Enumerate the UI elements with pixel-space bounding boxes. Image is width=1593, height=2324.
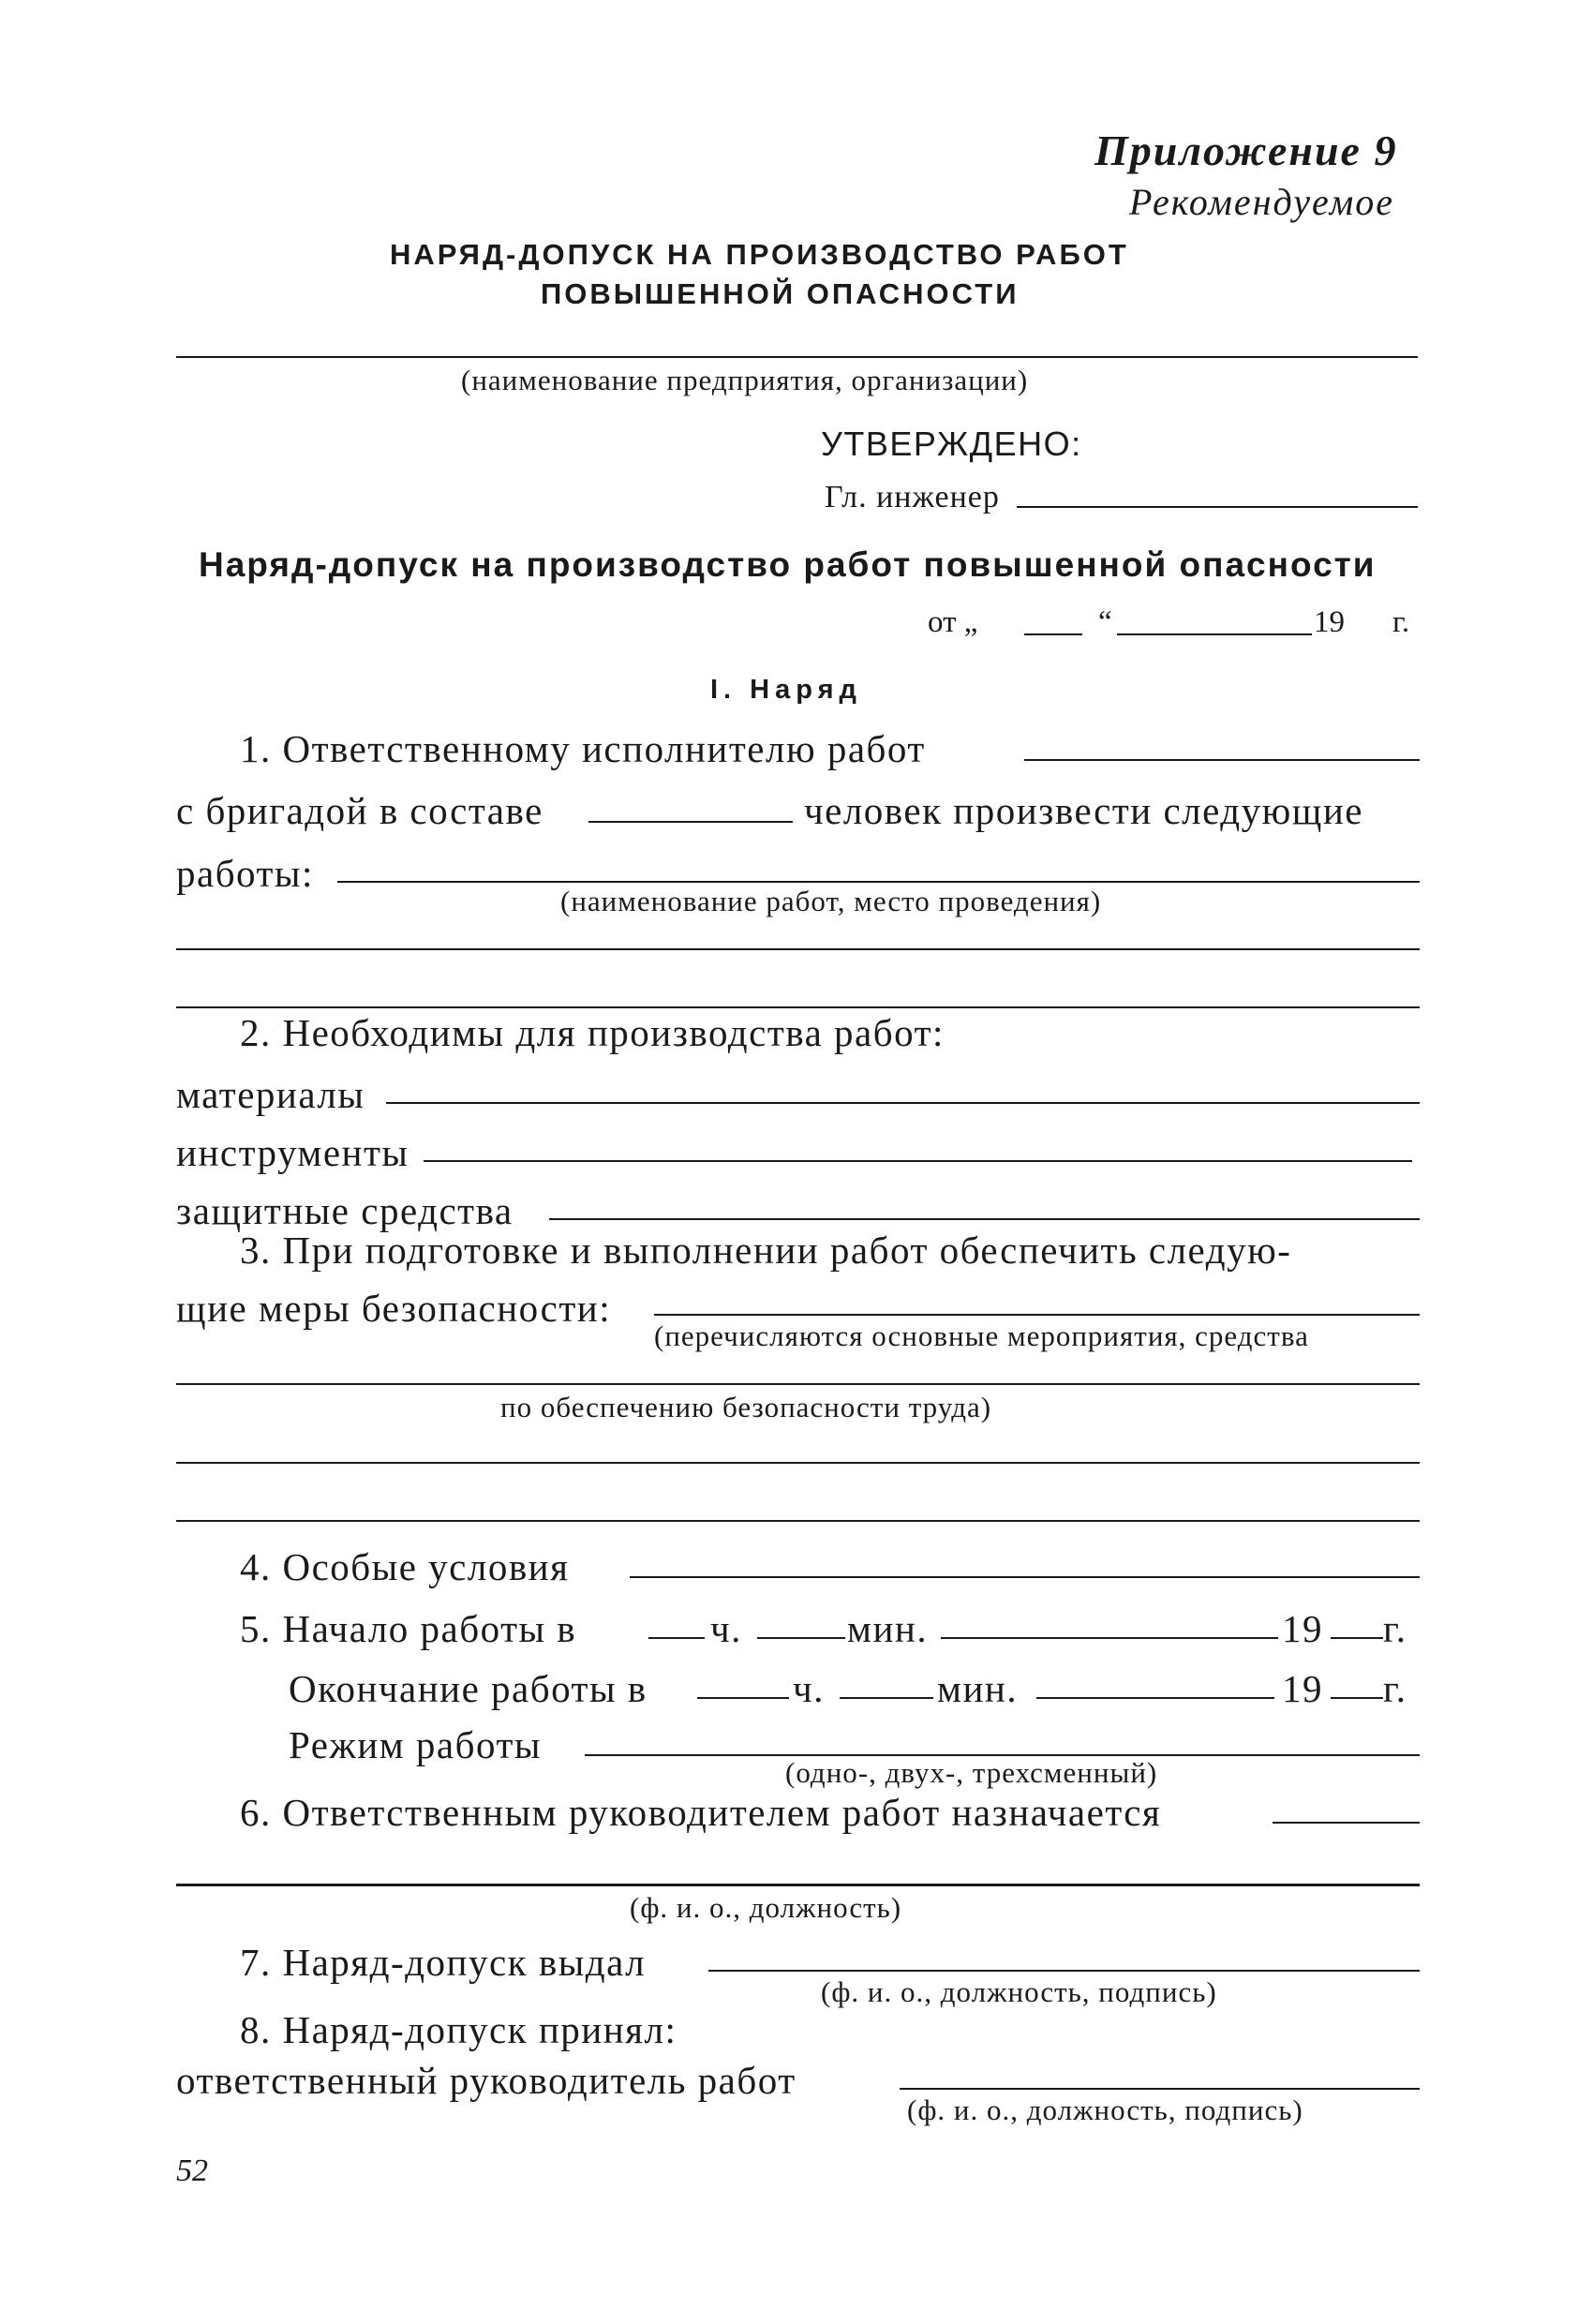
item2-materials-label: материалы bbox=[176, 1073, 365, 1116]
item5-end-label: Окончание работы в bbox=[289, 1667, 648, 1710]
item5-start-hour-line bbox=[648, 1637, 705, 1639]
date-year-label: 19 bbox=[1314, 605, 1345, 639]
item5-end-year-line bbox=[1331, 1697, 1383, 1699]
item1-works-line bbox=[337, 881, 1420, 883]
item2-title: 2. Необходимы для производства работ: bbox=[240, 1011, 945, 1054]
item5-start-min-label: мин. bbox=[847, 1607, 929, 1650]
item1-line2-b: человек произвести следующие bbox=[804, 789, 1364, 832]
item5-start-label: 5. Начало работы в bbox=[240, 1607, 577, 1650]
page-number: 52 bbox=[176, 2153, 208, 2188]
approved-label: УТВЕРЖДЕНО: bbox=[821, 425, 1082, 463]
item5-start-year-label: 19 bbox=[1282, 1607, 1323, 1650]
chief-engineer-label: Гл. инженер bbox=[825, 480, 1000, 514]
org-name-line bbox=[176, 356, 1418, 358]
item2-materials-line bbox=[386, 1102, 1420, 1104]
item8-title: 8. Наряд-допуск принял: bbox=[240, 2008, 677, 2051]
item5-start-min-line bbox=[757, 1637, 845, 1639]
item3-measures-line-2 bbox=[176, 1383, 1420, 1385]
item3-measures-line-4 bbox=[176, 1520, 1420, 1522]
item8-line bbox=[900, 2088, 1420, 2090]
recommended-label: Рекомендуемое bbox=[1129, 181, 1395, 223]
item1-works-line-3 bbox=[176, 1006, 1420, 1008]
item5-start-g-label: г. bbox=[1383, 1607, 1407, 1650]
item5-end-min-label: мин. bbox=[937, 1667, 1019, 1710]
item5-end-min-line bbox=[840, 1697, 933, 1699]
item1-crew-count-line bbox=[588, 821, 793, 823]
item2-protective-label: защитные средства bbox=[176, 1189, 514, 1232]
item6-caption: (ф. и. о., должность) bbox=[630, 1891, 902, 1924]
item7-label: 7. Наряд-допуск выдал bbox=[240, 1941, 647, 1984]
item6-line bbox=[1273, 1822, 1420, 1824]
item1-line1: 1. Ответственному исполнителю работ bbox=[240, 727, 926, 770]
item3-measures-line-3 bbox=[176, 1462, 1420, 1464]
item3-measures-line bbox=[654, 1314, 1420, 1316]
org-name-caption: (наименование предприятия, организации) bbox=[461, 364, 1029, 396]
item1-works-line-2 bbox=[176, 948, 1420, 950]
item7-line bbox=[708, 1970, 1420, 1972]
document-title-line1: НАРЯД-ДОПУСК НА ПРОИЗВОДСТВО РАБОТ bbox=[390, 238, 1129, 271]
item5-end-g-label: г. bbox=[1383, 1667, 1407, 1710]
chief-engineer-line bbox=[1017, 506, 1418, 508]
date-day-line bbox=[1024, 633, 1082, 635]
item5-mode-caption: (одно-, двух-, трехсменный) bbox=[785, 1756, 1158, 1789]
item8-caption: (ф. и. о., должность, подпись) bbox=[907, 2093, 1303, 2126]
item3-caption2: по обеспечению безопасности труда) bbox=[500, 1391, 992, 1423]
item5-mode-label: Режим работы bbox=[289, 1723, 542, 1766]
item2-protective-line bbox=[549, 1218, 1420, 1220]
item5-end-year-label: 19 bbox=[1282, 1667, 1323, 1710]
item2-tools-label: инструменты bbox=[176, 1131, 409, 1174]
item1-line3: работы: bbox=[176, 852, 314, 895]
form-title: Наряд-допуск на производство работ повышенной опасности bbox=[199, 545, 1377, 584]
item4-line bbox=[630, 1576, 1420, 1578]
item5-end-hour-label: ч. bbox=[793, 1667, 825, 1710]
item8-line-label: ответственный руководитель работ bbox=[176, 2059, 796, 2102]
document-title-line2: ПОВЫШЕННОЙ ОПАСНОСТИ bbox=[541, 277, 1020, 310]
date-g-label: г. bbox=[1392, 605, 1410, 639]
appendix-label: Приложение 9 bbox=[1094, 127, 1398, 174]
item5-end-date-line bbox=[1036, 1697, 1274, 1699]
date-month-line bbox=[1117, 633, 1312, 635]
item6-label: 6. Ответственным руководителем работ назначается bbox=[240, 1791, 1162, 1834]
item5-end-hour-line bbox=[697, 1697, 789, 1699]
item1-line2-a: с бригадой в составе bbox=[176, 789, 543, 832]
item2-tools-line bbox=[424, 1160, 1412, 1162]
item5-start-hour-label: ч. bbox=[710, 1607, 742, 1650]
item5-start-date-line bbox=[941, 1637, 1278, 1639]
item7-caption: (ф. и. о., должность, подпись) bbox=[821, 1975, 1217, 2008]
date-from-label: от „ bbox=[928, 605, 978, 639]
item3-line1: 3. При подготовке и выполнении работ обеспечить следую- bbox=[240, 1229, 1292, 1272]
item6-name-line bbox=[176, 1884, 1420, 1886]
item1-works-caption: (наименование работ, место проведения) bbox=[560, 885, 1102, 917]
item3-line2: щие меры безопасности: bbox=[176, 1287, 612, 1330]
item3-caption1: (перечисляются основные мероприятия, средства bbox=[654, 1319, 1309, 1352]
item5-start-year-line bbox=[1331, 1637, 1383, 1639]
item4-label: 4. Особые условия bbox=[240, 1545, 570, 1588]
date-quote: “ bbox=[1098, 605, 1112, 639]
section-title: I. Наряд bbox=[710, 675, 862, 705]
item1-executor-line bbox=[1024, 759, 1420, 761]
